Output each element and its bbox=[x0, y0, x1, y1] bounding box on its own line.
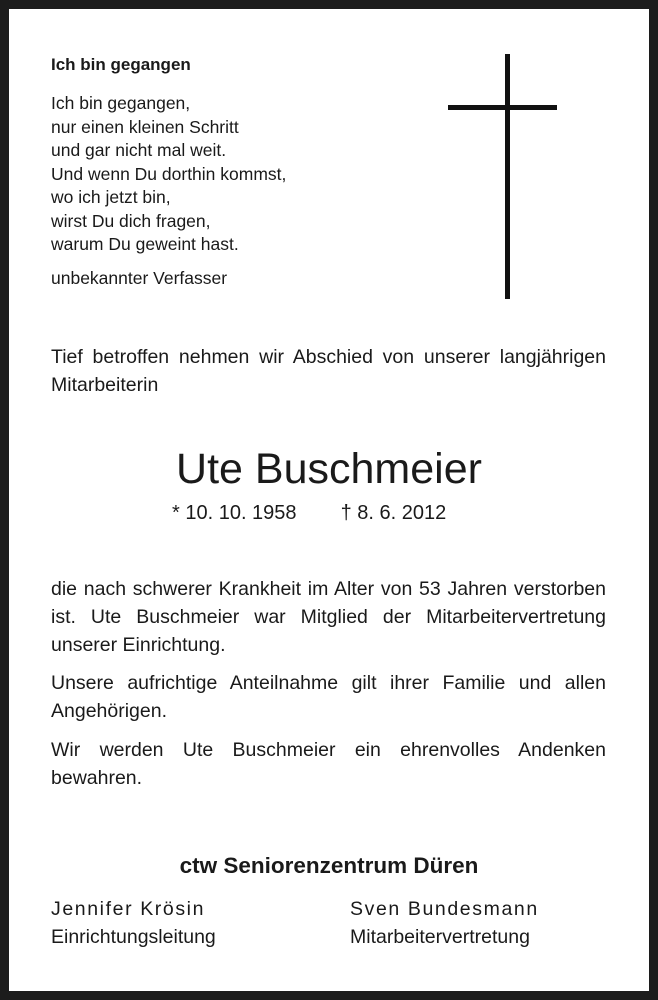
death-date: † 8. 6. 2012 bbox=[340, 502, 447, 524]
signatory-name: Sven Bundesmann bbox=[350, 898, 539, 920]
life-dates bbox=[172, 502, 446, 525]
poem-line: nur einen kleinen Schritt bbox=[51, 116, 239, 137]
signatory-role: Mitarbeitervertretung bbox=[350, 926, 530, 948]
poem-line: warum Du geweint hast. bbox=[51, 234, 239, 254]
intro-text: Tief betroffen nehmen wir Abschied von unserer langjährigen Mitarbeiterin bbox=[51, 346, 606, 396]
cross-horizontal-bar bbox=[448, 105, 557, 110]
organization-name: ctw Seniorenzentrum Düren bbox=[179, 853, 479, 878]
signature-left bbox=[51, 895, 216, 951]
paragraph-remembrance: Wir werden Ute Buschmeier ein ehrenvolles Andenken bewahren. bbox=[51, 739, 606, 789]
paragraph-illness: die nach schwerer Krankheit im Alter von 53 Jahren verstorben ist. Ute Buschmeier war Mitglied der Mitarbeitervertretung unserer Einrichtung. bbox=[51, 578, 606, 656]
poem-line: und gar nicht mal weit. bbox=[51, 140, 227, 160]
paragraph-condolence: Unsere aufrichtige Anteilnahme gilt ihrer Familie und allen Angehörigen. bbox=[51, 672, 606, 722]
signature-right bbox=[350, 895, 539, 951]
poem-line: Und wenn Du dorthin kommst, bbox=[51, 163, 287, 184]
deceased-name: Ute Buschmeier bbox=[176, 445, 482, 493]
poem-title: Ich bin gegangen bbox=[51, 55, 191, 74]
signatory-name: Jennifer Krösin bbox=[51, 898, 206, 920]
poem-line: wo ich jetzt bin, bbox=[51, 187, 171, 207]
poem bbox=[51, 92, 286, 257]
signatory-role: Einrichtungsleitung bbox=[51, 926, 216, 948]
poem-line: wirst Du dich fragen, bbox=[51, 210, 211, 231]
poem-author: unbekannter Verfasser bbox=[51, 268, 228, 288]
cross-vertical-bar bbox=[505, 54, 510, 299]
poem-line: Ich bin gegangen, bbox=[51, 93, 191, 113]
birth-date: * 10. 10. 1958 bbox=[172, 502, 297, 524]
